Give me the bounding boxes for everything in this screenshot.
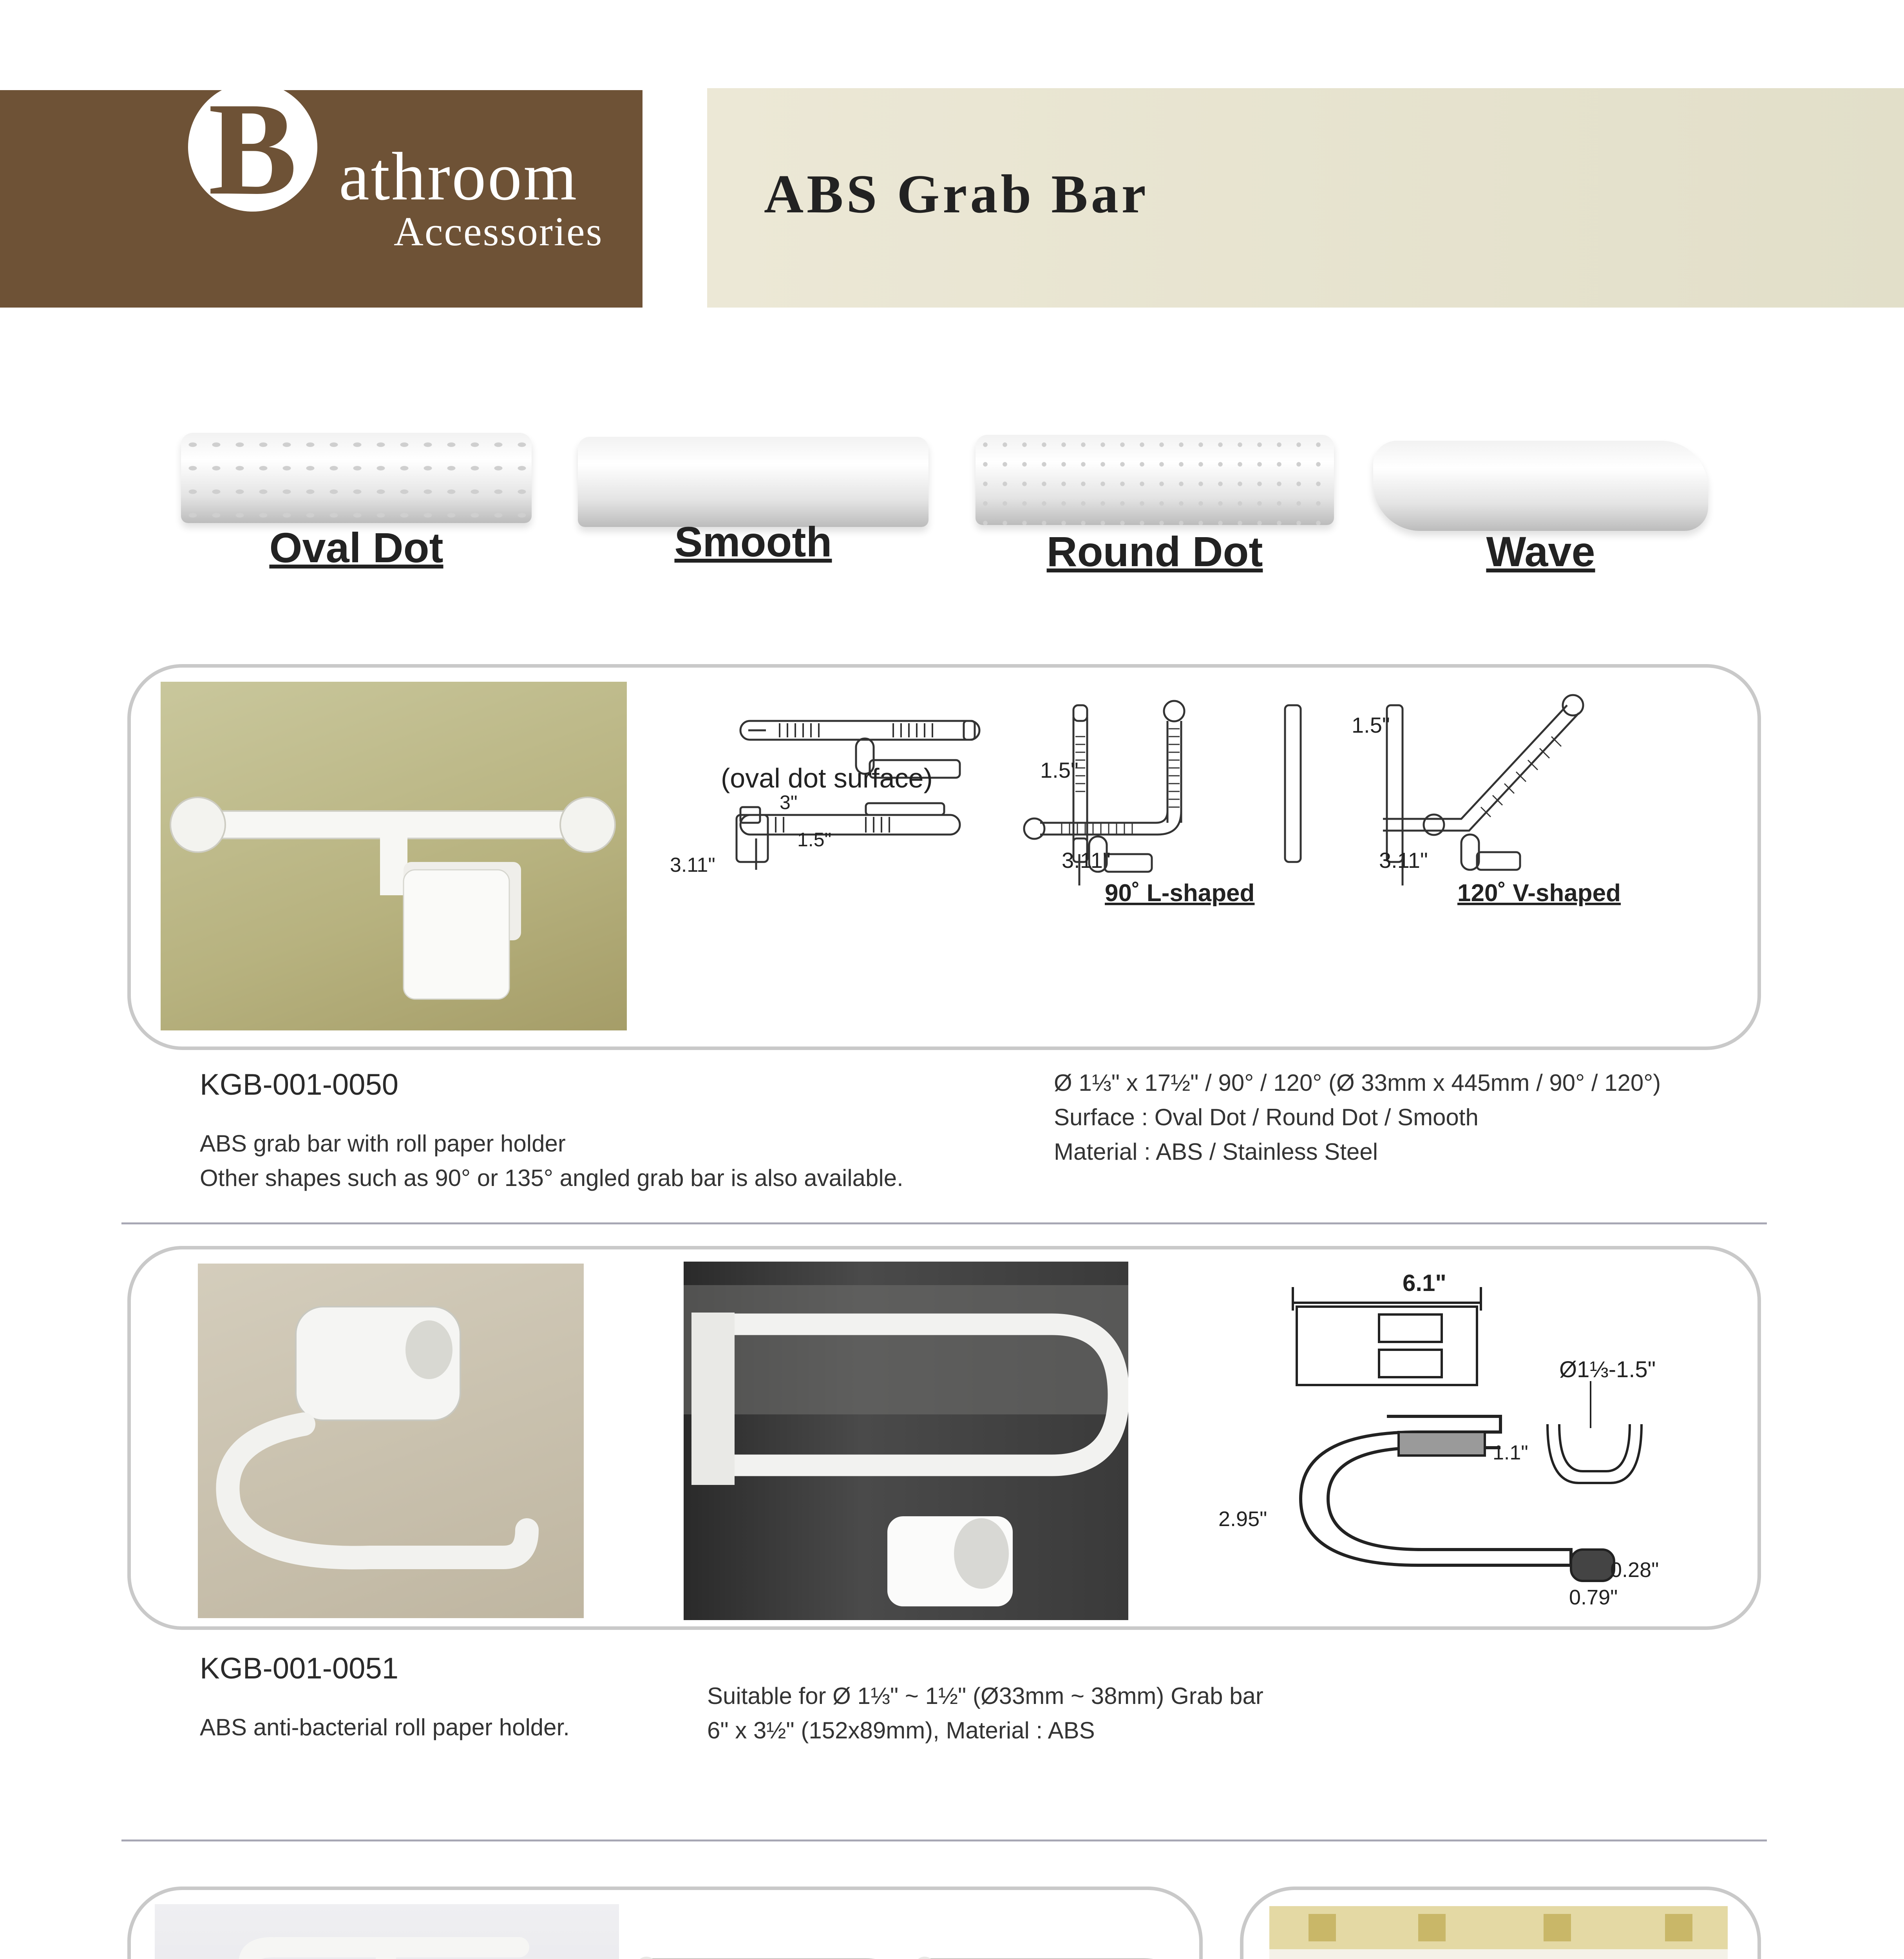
product-3-diagrams bbox=[635, 1904, 1191, 1959]
product-2-diagram bbox=[1214, 1264, 1743, 1616]
product-1-spec-line: Material : ABS / Stainless Steel bbox=[1054, 1139, 1378, 1165]
l-shaped-label: 90˚ L-shaped bbox=[1105, 880, 1255, 907]
wave-swatch bbox=[1373, 441, 1708, 531]
round-dot-label: Round Dot bbox=[1046, 528, 1263, 575]
oval-dot-surface-note: (oval dot surface) bbox=[721, 763, 933, 793]
product-2-specs bbox=[707, 1679, 1263, 1748]
product-3-photo bbox=[155, 1904, 619, 1959]
product-1-photo bbox=[161, 682, 627, 1030]
product-2-description bbox=[200, 1710, 570, 1745]
product-2-spec-line: 6" x 3½" (152x89mm), Material : ABS bbox=[707, 1717, 1095, 1744]
product-2-spec-line: Suitable for Ø 1⅓" ~ 1½" (Ø33mm ~ 38mm) Grab bar bbox=[707, 1683, 1263, 1709]
dim-0-28: 0.28" bbox=[1610, 1558, 1659, 1582]
dim-3: 3" bbox=[780, 791, 798, 813]
smooth-swatch bbox=[578, 437, 928, 527]
dim-1-5-v: 1.5" bbox=[1352, 713, 1390, 737]
product-2-desc-line: ABS anti-bacterial roll paper holder. bbox=[200, 1714, 570, 1740]
page-title: ABS Grab Bar bbox=[764, 164, 1149, 225]
dim-width: 6.1" bbox=[1403, 1270, 1446, 1296]
roll-holder-photo bbox=[198, 1264, 584, 1618]
product-1-specs bbox=[1054, 1066, 1661, 1169]
wave-label: Wave bbox=[1486, 528, 1595, 575]
product-1-description bbox=[200, 1126, 903, 1195]
round-dot-swatch bbox=[976, 435, 1334, 525]
product-1-code: KGB-001-0050 bbox=[200, 1068, 398, 1101]
oval-dot-label: Oval Dot bbox=[269, 524, 443, 571]
brand-subtitle: Accessories bbox=[394, 208, 603, 254]
brand-word: athroom bbox=[339, 138, 579, 214]
product-1-diagrams bbox=[658, 690, 1739, 1030]
foldup-rail-roll-photo bbox=[1269, 1906, 1728, 1959]
product-2-code: KGB-001-0051 bbox=[200, 1652, 398, 1685]
dim-1-5: 1.5" bbox=[797, 829, 832, 851]
product-1-desc-line: ABS grab bar with roll paper holder bbox=[200, 1130, 566, 1157]
grab-bar-with-holder-photo bbox=[161, 682, 627, 1030]
product-2-install-photo bbox=[684, 1262, 1128, 1620]
brand-block bbox=[0, 75, 643, 308]
oval-dot-swatch bbox=[181, 433, 532, 523]
smooth-label: Smooth bbox=[674, 518, 832, 565]
wall-to-ground-bar-photo bbox=[155, 1904, 619, 1959]
dim-1-1: 1.1" bbox=[1493, 1441, 1528, 1464]
product-1-desc-line: Other shapes such as 90° or 135° angled grab bar is also available. bbox=[200, 1165, 903, 1191]
product-1-spec-line: Ø 1⅓" x 17½" / 90° / 120° (Ø 33mm x 445mm / 90° / 120°) bbox=[1054, 1070, 1661, 1096]
dim-3-11-l: 3.11" bbox=[1062, 848, 1111, 873]
divider bbox=[121, 1840, 1767, 1841]
dim-1-5-l: 1.5" bbox=[1040, 758, 1079, 782]
dim-height: 2.95" bbox=[1218, 1507, 1267, 1531]
divider bbox=[121, 1222, 1767, 1224]
product-2-photo bbox=[198, 1264, 584, 1618]
product-4-photo bbox=[1269, 1906, 1728, 1959]
dim-3-11-v: 3.11" bbox=[1379, 848, 1428, 873]
v-shaped-label: 120˚ V-shaped bbox=[1457, 880, 1621, 907]
dim-diameter: Ø1⅓-1.5" bbox=[1559, 1357, 1656, 1382]
product-1-spec-line: Surface : Oval Dot / Round Dot / Smooth bbox=[1054, 1104, 1479, 1130]
brand-initial: B bbox=[208, 75, 297, 223]
dim-3-11: 3.11" bbox=[670, 854, 715, 876]
dim-0-79: 0.79" bbox=[1569, 1586, 1618, 1609]
foldup-rail-photo bbox=[684, 1262, 1128, 1620]
title-bar bbox=[707, 88, 1904, 308]
